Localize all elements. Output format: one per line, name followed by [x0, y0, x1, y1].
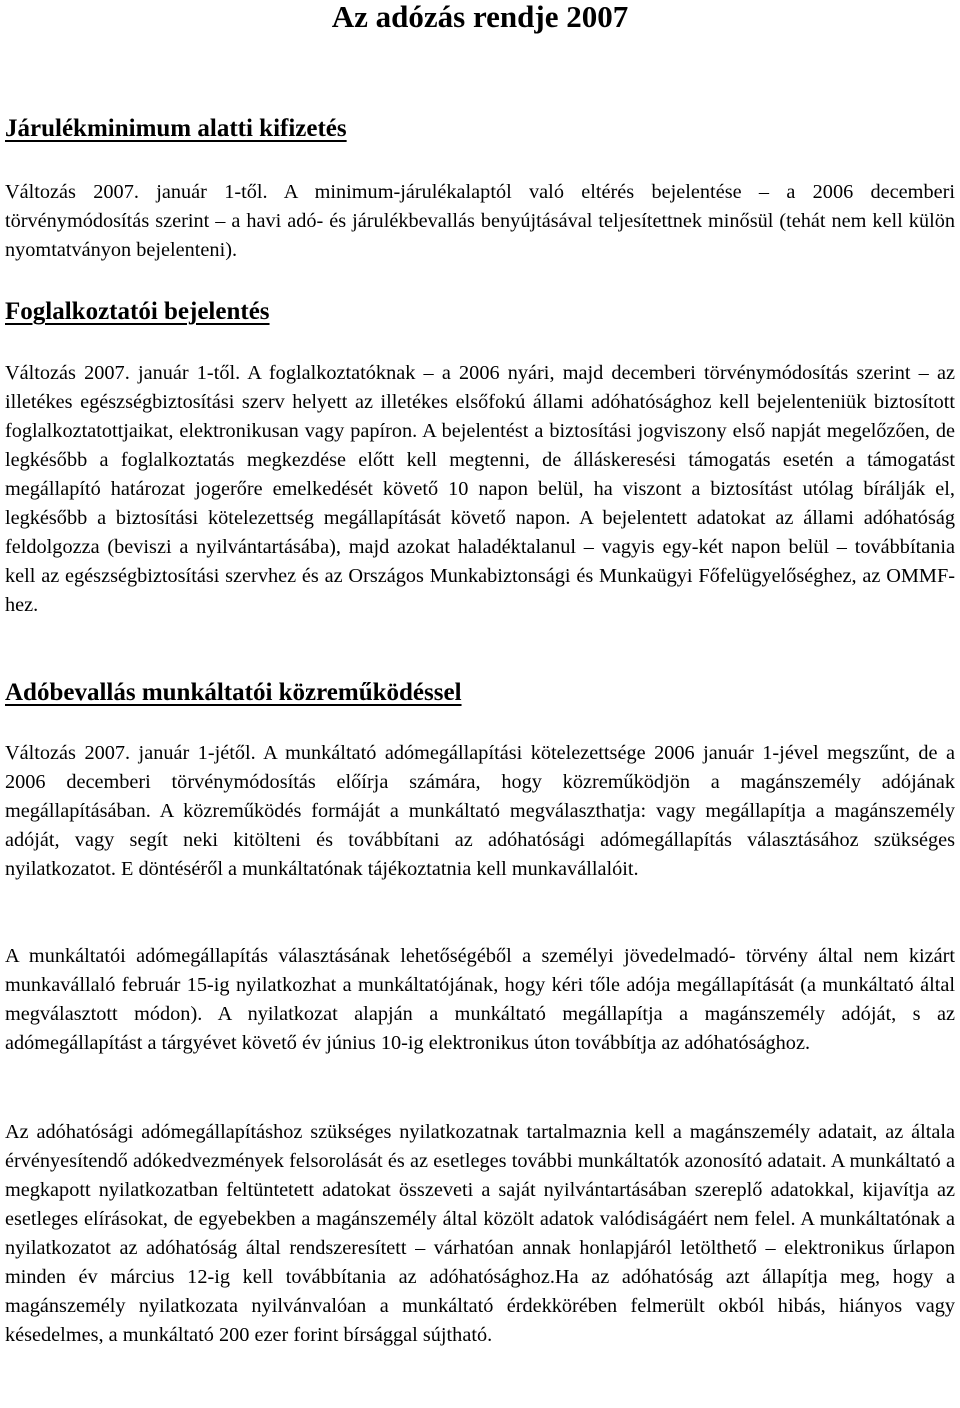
- paragraph: Változás 2007. január 1-jétől. A munkáltató adómegállapítási kötelezettsége 2006 január 1-jével megszűnt, de a 2006 decemberi törvénymódosítás előírja számára, hogy közreműködjön a magánszemély adójának megállapításában. A közreműködés formáját a munkáltató megválaszthatja: vagy megállapítja a magánszemély adóját, vagy segít neki kitölteni és továbbítani az adóhatósági adómegállapítás választásához szükséges nyilatkozatot. E döntéséről a munkáltatónak tájékoztatnia kell munkavállalóit.: [5, 742, 955, 880]
- paragraph: Változás 2007. január 1-től. A minimum-járulékalaptól való eltérés bejelentése – a 2006 decemberi törvénymódosítás szerint – a havi adó- és járulékbevallás benyújtásával teljesítettnek minősül (tehát nem kell külön nyomtatványon bejelenteni).: [5, 181, 955, 261]
- paragraph: Az adóhatósági adómegállapításhoz szükséges nyilatkozatnak tartalmaznia kell a magánszemély adatait, az általa érvényesítendő adókedvezmények felsorolását és az esetleges további munkáltatók azonosító adatait. A munkáltató a megkapott nyilatkozatban feltüntetett adatokat összeveti a saját nyilvántartásában szereplő adatokkal, kijavítja az esetleges elírásokat, de egyebekben a magánszemély által közölt adatok valódiságáért nem felel. A munkáltatónak a nyilatkozatot az adóhatóság által rendszeresített – várhatóan annak honlapjáról letölthető – elektronikus űrlapon minden év március 12-ig kell továbbítania az adóhatósághoz.Ha az adóhatóság azt állapítja meg, hogy a magánszemély nyilatkozata nyilvánvalóan a munkáltató érdekkörében felmerült okból hibás, hiányos vagy késedelmes, a munkáltató 200 ezer forint bírsággal sújtható.: [5, 1121, 955, 1346]
- document-title: Az adózás rendje 2007: [331, 0, 629, 34]
- section-heading-adobevallas: Adóbevallás munkáltatói közreműködéssel: [5, 679, 462, 706]
- section-heading-jarulekminimum: Járulékminimum alatti kifizetés: [5, 115, 347, 142]
- paragraph: A munkáltatói adómegállapítás választásának lehetőségéből a személyi jövedelmadó- törvény által nem kizárt munkavállaló február 15-ig nyilatkozhat a munkáltatójának, hogy kéri tőle adója megállapítását (a munkáltató által megválasztott módon). A nyilatkozat alapján a munkáltató megállapítja a magánszemély adóját, s az adómegállapítást a tárgyévet követő év június 10-ig elektronikus úton továbbítja az adóhatósághoz.: [5, 945, 955, 1054]
- paragraph: Változás 2007. január 1-től. A foglalkoztatóknak – a 2006 nyári, majd decemberi törvénymódosítás szerint – az illetékes egészségbiztosítási szerv helyett az illetékes elsőfokú állami adóhatósághoz kell bejelenteniük biztosított foglalkoztatottjaikat, elektronikusan vagy papíron. A bejelentést a biztosítási jogviszony első napját megelőzően, de legkésőbb a foglalkoztatás megkezdése előtt kell megtenni, de álláskeresési támogatás esetén a támogatást megállapító határozat jogerőre emelkedését követő 10 napon belül, ha viszont a biztosítást utólag bírálják el, legkésőbb a biztosítási kötelezettség megállapítását követő napon. A bejelentett adatokat az állami adóhatóság feldolgozza (beviszi a nyilvántartásába), majd azokat haladéktalanul – vagyis egy-két napon belül – továbbítania kell az egészségbiztosítási szervhez és az Országos Munkabiztonsági és Munkaügyi Főfelügyelőséghez, az OMMF-hez.: [5, 362, 955, 616]
- section-heading-foglalkoztatoi-bejelentes: Foglalkoztatói bejelentés: [5, 298, 270, 325]
